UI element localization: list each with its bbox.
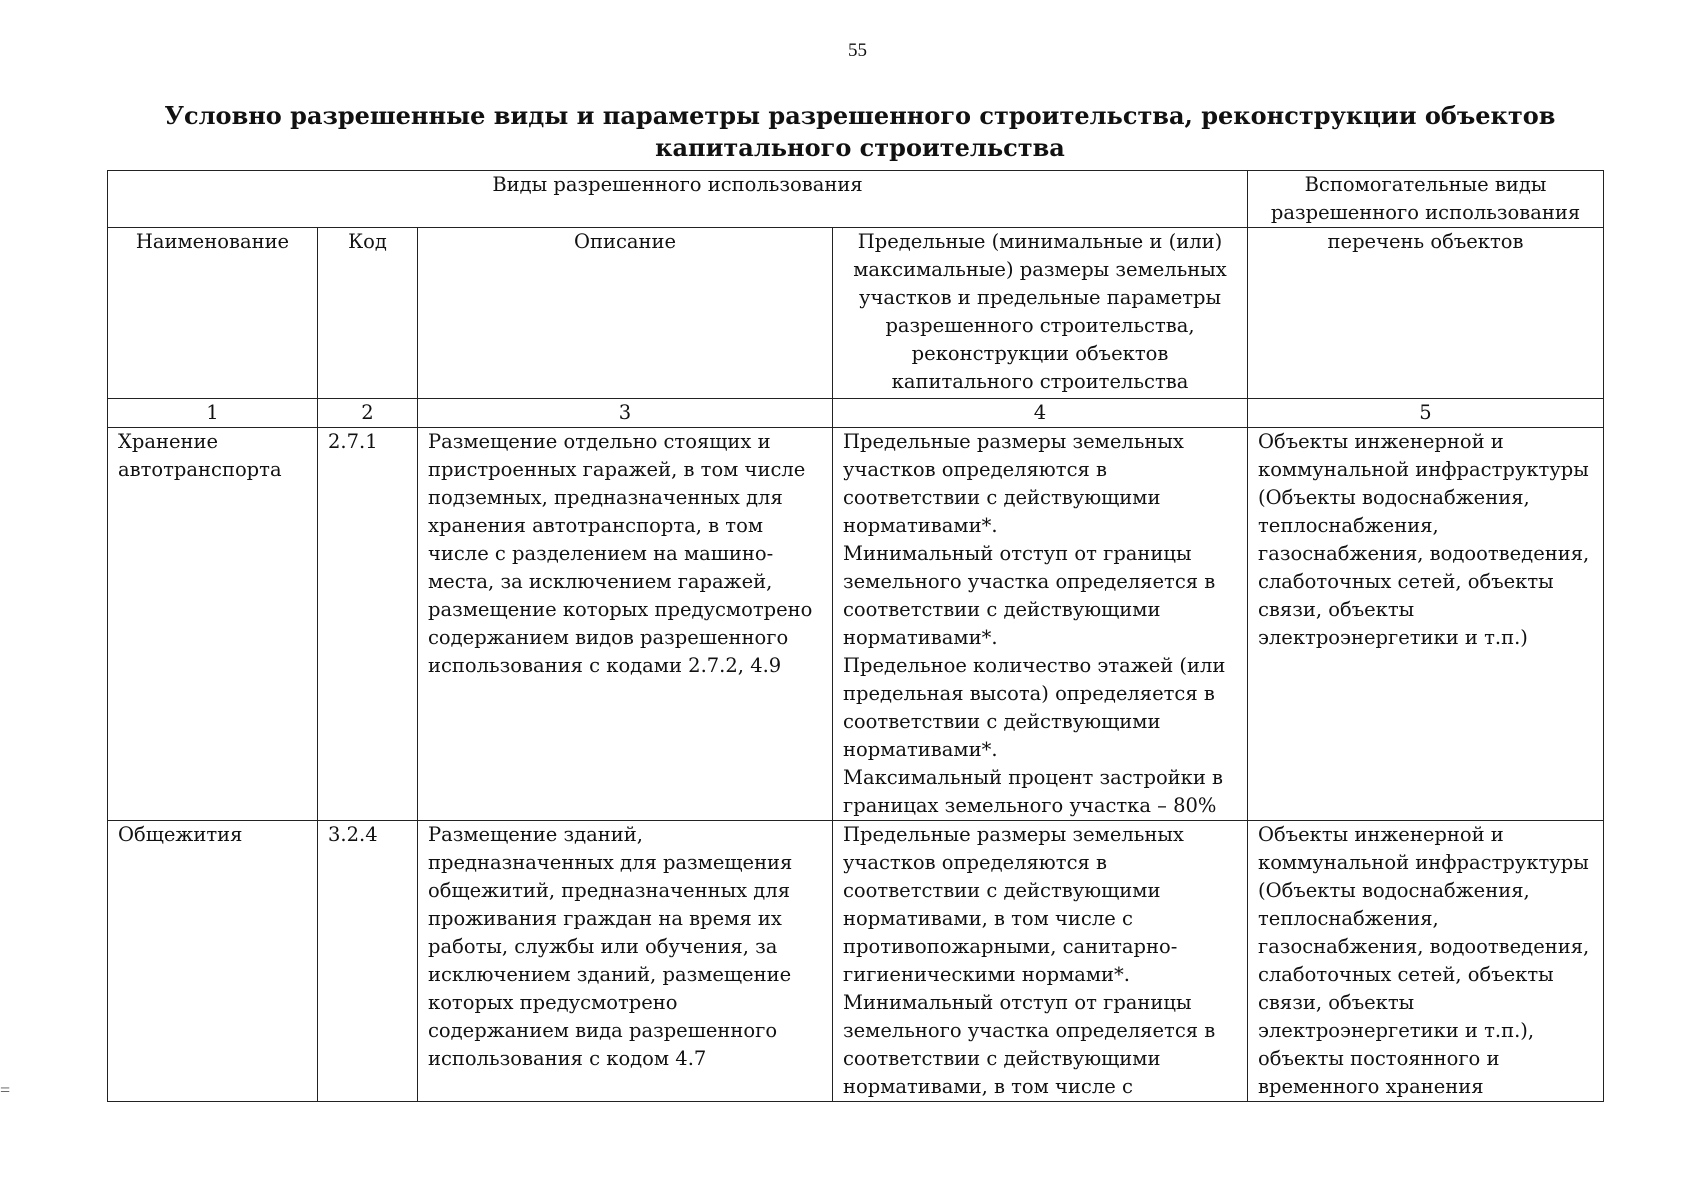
permitted-use-table [107,170,1604,1102]
document-title: Условно разрешенные виды и параметры разрешенного строительства, реконструкции объектов капитального строительства [164,101,1556,162]
column-header-row [108,228,1604,399]
column-header-code: Код [318,228,418,399]
margin-mark: = [0,1080,11,1100]
row-name: Хранение автотранспорта [108,428,318,821]
group-header-aux: Вспомогательные виды разрешенного использования [1248,171,1604,228]
row-objects: Объекты инженерной и коммунальной инфраструктуры (Объекты водоснабжения, теплоснабжения, газоснабжения, водоотведения, слаботочных сетей, объекты связи, объекты электроэнергетики и т.п.), объекты постоянного и временного хранения [1248,821,1604,1102]
row-limits: Предельные размеры земельных участков определяются в соответствии с действующими нормативами, в том числе с противопожарными, санитарно-гигиеническими нормами*. Минимальный отступ от границы земельного участка определяется в соответствии с действующими нормативами, в том числе с [833,821,1248,1102]
column-number: 2 [318,399,418,428]
row-description: Размещение отдельно стоящих и пристроенных гаражей, в том числе подземных, предназначенных для хранения автотранспорта, в том числе с разделением на машино-места, за исключением гаражей, размещение которых предусмотрено содержанием видов разрешенного использования с кодами 2.7.2, 4.9 [418,428,833,821]
column-header-description: Описание [418,228,833,399]
column-header-limits: Предельные (минимальные и (или) максимальные) размеры земельных участков и предельные параметры разрешенного строительства, реконструкции объектов капитального строительства [833,228,1248,399]
group-header-row [108,171,1604,228]
column-header-objects: перечень объектов [1248,228,1604,399]
column-number-row [108,399,1604,428]
column-number: 1 [108,399,318,428]
column-number: 4 [833,399,1248,428]
row-code: 3.2.4 [318,821,418,1102]
row-description: Размещение зданий, предназначенных для размещения общежитий, предназначенных для проживания граждан на время их работы, службы или обучения, за исключением зданий, размещение которых предусмотрено содержанием вида разрешенного использования с кодом 4.7 [418,821,833,1102]
column-header-name: Наименование [108,228,318,399]
row-name: Общежития [108,821,318,1102]
column-number: 5 [1248,399,1604,428]
table-row [108,428,1604,821]
row-limits: Предельные размеры земельных участков определяются в соответствии с действующими нормативами*. Минимальный отступ от границы земельного участка определяется в соответствии с действующими нормативами*. Предельное количество этажей (или предельная высота) определяется в соответствии с действующими нормативами*. Максимальный процент застройки в границах земельного участка – 80% [833,428,1248,821]
group-header-main: Виды разрешенного использования [108,171,1248,228]
table-row [108,821,1604,1102]
row-code: 2.7.1 [318,428,418,821]
column-number: 3 [418,399,833,428]
row-objects: Объекты инженерной и коммунальной инфраструктуры (Объекты водоснабжения, теплоснабжения, газоснабжения, водоотведения, слаботочных сетей, объекты связи, объекты электроэнергетики и т.п.) [1248,428,1604,821]
page-number: 55 [848,40,867,61]
